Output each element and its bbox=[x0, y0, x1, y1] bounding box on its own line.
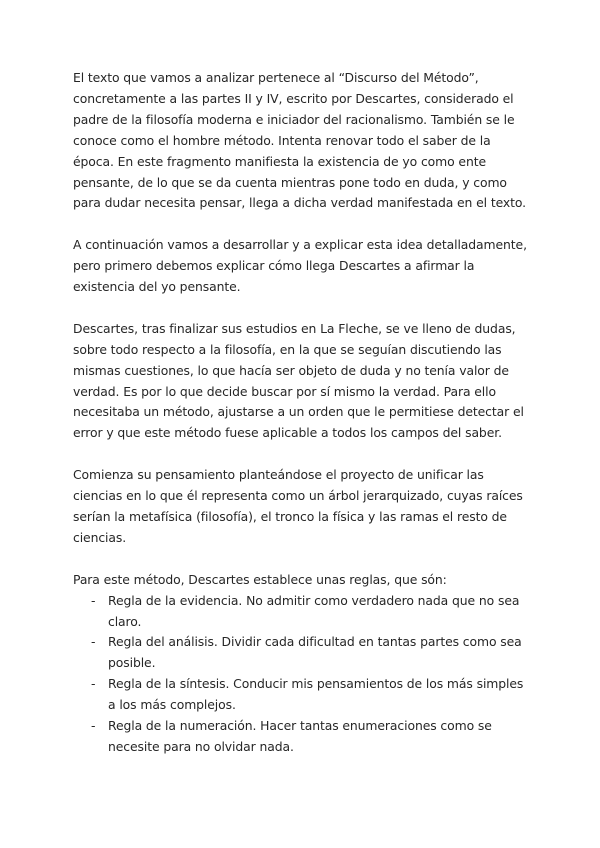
rule-text: Regla de la síntesis. Conducir mis pensamientos de los más simples a los más complejos. bbox=[108, 676, 524, 713]
rules-list bbox=[73, 591, 530, 758]
dash-bullet-icon: - bbox=[91, 676, 96, 692]
list-item-enumeration-rule bbox=[73, 716, 530, 758]
paragraph-method-origin: Descartes, tras finalizar sus estudios en La Fleche, se ve lleno de dudas, sobre todo respecto a la filosofía, en la que se seguían discutiendo las mismas cuestiones, lo que hacía ser objeto de duda y no tenía valor de verdad. Es por lo que decide buscar por sí mismo la verdad. Para ello necesitaba un método, ajustarse a un orden que le permitiese detectar el error y que este método fuese aplicable a todos los campos del saber. bbox=[73, 320, 524, 441]
list-item-analysis-rule bbox=[73, 632, 530, 674]
rules-intro: Para este método, Descartes establece unas reglas, que són: bbox=[73, 571, 447, 587]
paragraph-continuation: A continuación vamos a desarrollar y a explicar esta idea detalladamente, pero primero debemos explicar cómo llega Descartes a afirmar la existencia del yo pensante. bbox=[73, 237, 527, 295]
rule-text: Regla de la numeración. Hacer tantas enumeraciones como se necesite para no olvidar nada. bbox=[108, 718, 492, 754]
dash-bullet-icon: - bbox=[91, 592, 96, 608]
paragraph-introduction: El texto que vamos a analizar pertenece al “Discurso del Método”, concretamente a las partes II y IV, escrito por Descartes, considerado el padre de la filosofía moderna e iniciador del racionalismo. También se le conoce como el hombre método. Intenta renovar todo el saber de la época. En este fragmento manifiesta la existencia de yo como ente pensante, de lo que se da cuenta mientras pone todo en duda, y como para dudar necesita pensar, llega a dicha verdad manifestada en el texto. bbox=[73, 70, 527, 211]
list-item-synthesis-rule bbox=[73, 674, 530, 716]
dash-bullet-icon: - bbox=[91, 718, 96, 734]
list-item-evidence-rule bbox=[73, 591, 530, 633]
rule-text: Regla de la evidencia. No admitir como verdadero nada que no sea claro. bbox=[108, 592, 520, 629]
rule-text: Regla del análisis. Dividir cada dificultad en tantas partes como sea posible. bbox=[108, 634, 522, 671]
dash-bullet-icon: - bbox=[91, 634, 96, 650]
paragraph-tree-of-sciences: Comienza su pensamiento planteándose el proyecto de unificar las ciencias en lo que él representa como un árbol jerarquizado, cuyas raíces serían la metafísica (filosofía), el tronco la física y las ramas el resto de ciencias. bbox=[73, 467, 523, 545]
